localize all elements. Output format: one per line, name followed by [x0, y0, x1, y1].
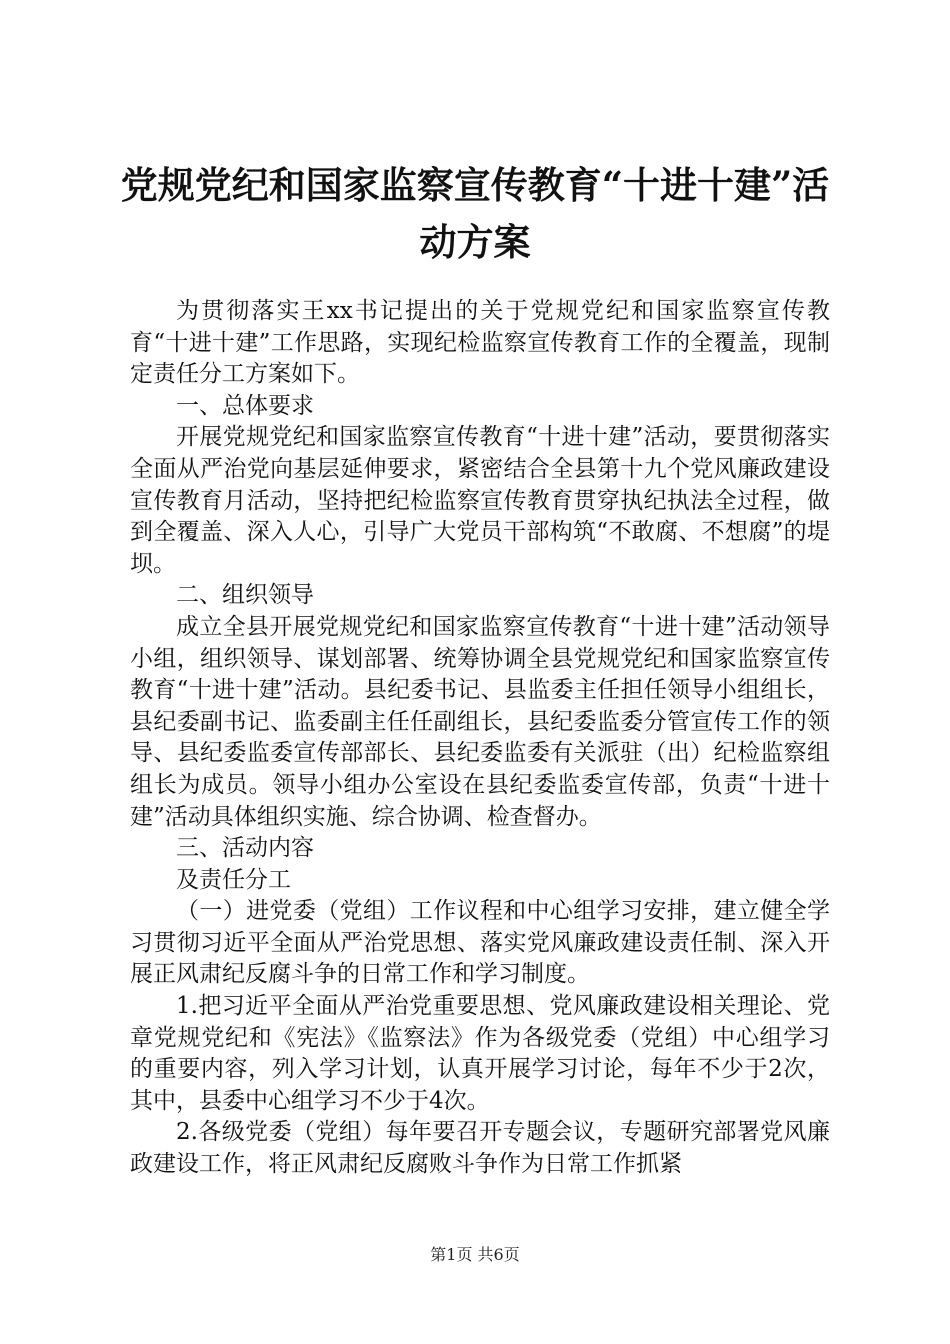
document-body	[130, 296, 830, 1181]
section-heading-activities: 三、活动内容	[176, 835, 314, 862]
page-number-footer: 第1页 共6页	[430, 1245, 520, 1264]
section-heading-responsibilities: 及责任分工	[176, 866, 291, 893]
document-title-line-1: 党规党纪和国家监察宣传教育“十进十建”活	[120, 163, 830, 207]
organization-paragraph: 成立全县开展党规党纪和国家监察宣传教育“十进十建”活动领导小组，组织领导、谋划部署、统筹协调全县党规党纪和国家监察宣传教育“十进十建”活动。县纪委书记、县监委主任担任领导小组组长，县纪委副书记、监委副主任任副组长，县纪委监委分管宣传工作的领导、县纪委监委宣传部部长、县纪委监委有关派驻（出）纪检监察组组长为成员。领导小组办公室设在县纪委监委宣传部，负责“十进十建”活动具体组织实施、综合协调、检查督办。	[130, 613, 830, 830]
section-heading-organization: 二、组织领导	[176, 582, 314, 609]
general-requirements-paragraph: 开展党规党纪和国家监察宣传教育“十进十建”活动，要贯彻落实全面从严治党向基层延伸要求，紧密结合全县第十九个党风廉政建设宣传教育月活动，坚持把纪检监察宣传教育贯穿执纪执法全过程，做到全覆盖、深入人心，引导广大党员干部构筑“不敢腐、不想腐”的堤坝。	[130, 424, 830, 577]
item-two-paragraph: 2.各级党委（党组）每年要召开专题会议，专题研究部署党风廉政建设工作，将正风肃纪反腐败斗争作为日常工作抓紧	[130, 1119, 830, 1178]
subsection-one-paragraph: （一）进党委（党组）工作议程和中心组学习安排，建立健全学习贯彻习近平全面从严治党思想、落实党风廉政建设责任制、深入开展正风肃纪反腐斗争的日常工作和学习制度。	[130, 898, 830, 988]
document-title-line-2: 动方案	[419, 220, 531, 264]
intro-paragraph: 为贯彻落实王xx书记提出的关于党规党纪和国家监察宣传教育“十进十建”工作思路，实现纪检监察宣传教育工作的全覆盖，现制定责任分工方案如下。	[130, 298, 830, 388]
section-heading-general-requirements: 一、总体要求	[176, 392, 314, 419]
item-one-paragraph: 1.把习近平全面从严治党重要思想、党风廉政建设相关理论、党章党规党纪和《宪法》《监察法》作为各级党委（党组）中心组学习的重要内容，列入学习计划，认真开展学习讨论，每年不少于2次，其中，县委中心组学习不少于4次。	[130, 993, 830, 1114]
